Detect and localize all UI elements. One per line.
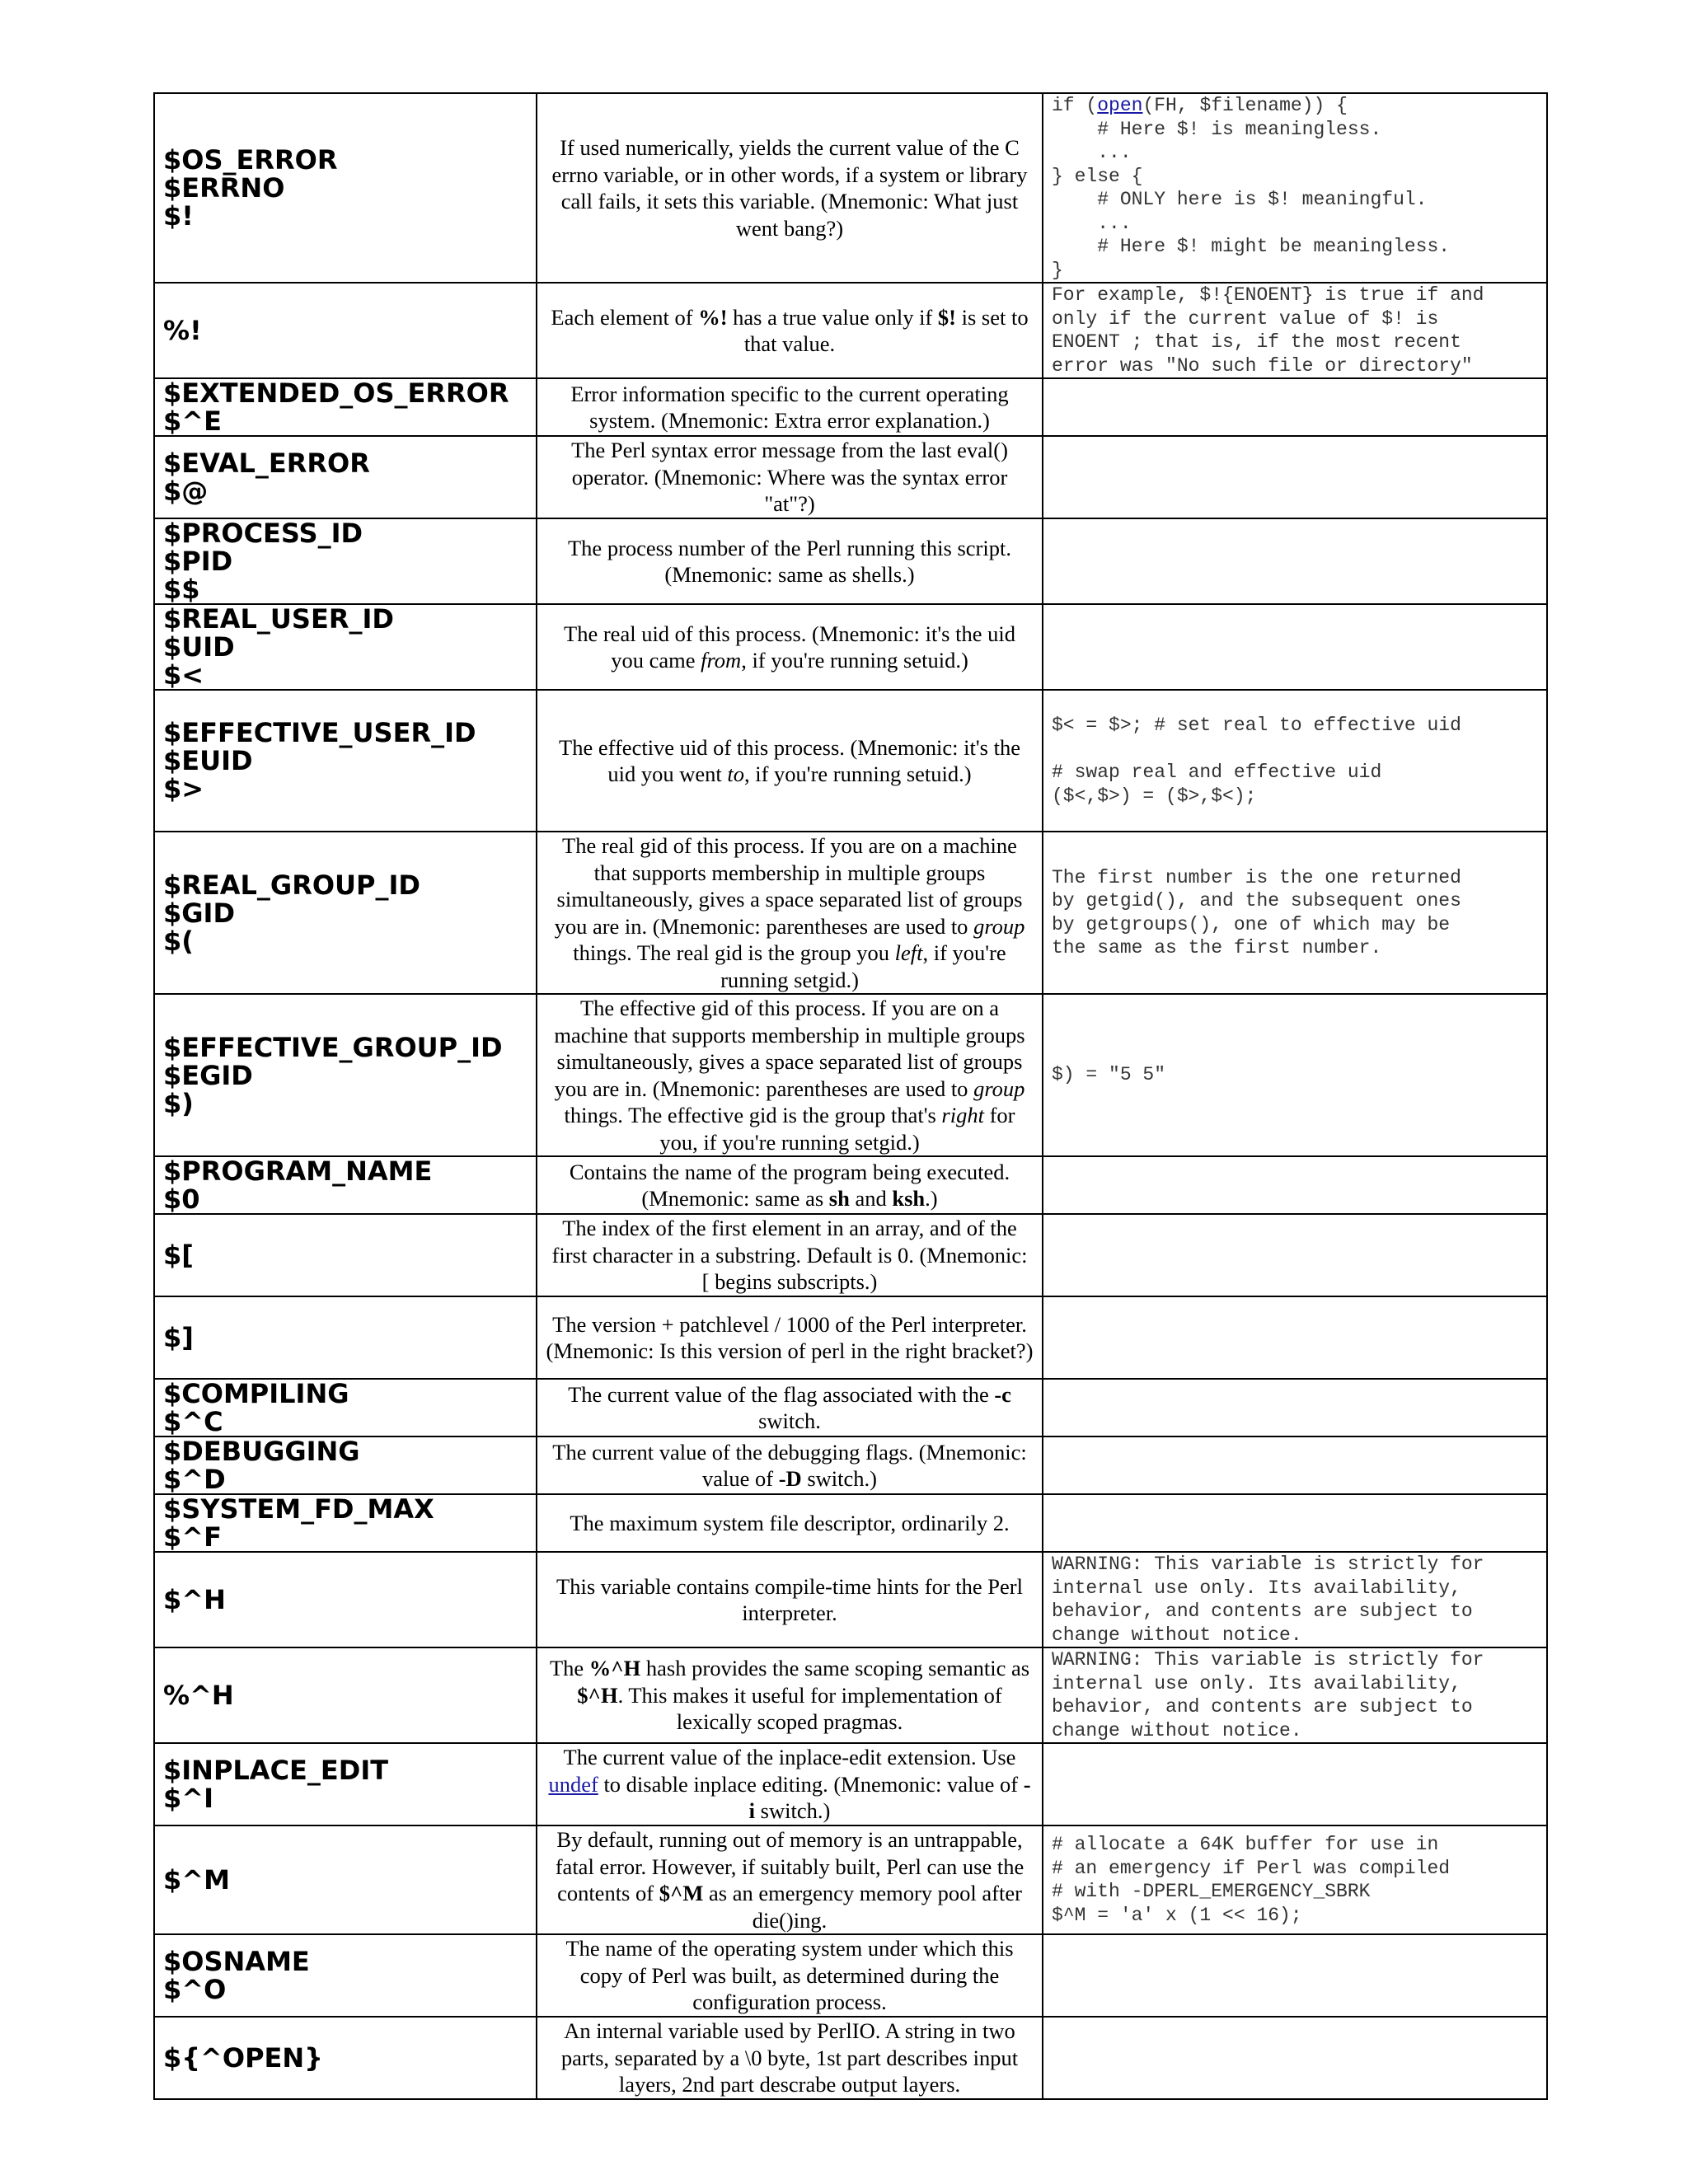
variable-names-cell [154,1743,537,1825]
table-row [154,1436,1547,1494]
text-segment: # Here $! is meaningless. [1052,118,1382,140]
variable-names-cell [154,604,537,690]
code-line [1052,94,1538,118]
variable-name: $EGID [163,1059,253,1091]
variable-name: $^O [163,1974,227,2005]
text-segment: -D [778,1466,802,1491]
code-line [1052,1553,1538,1577]
variable-name: $INPLACE_EDIT [163,1755,389,1786]
variable-name: $OSNAME [163,1946,310,1977]
example-cell [1043,832,1547,994]
text-segment: . This makes it useful for implementation of lexically scoped pragmas. [617,1682,1002,1735]
table-row [154,378,1547,436]
text-segment: has a true value only if [727,304,938,330]
text-segment: # an emergency if Perl was compiled [1052,1857,1451,1879]
example-cell [1043,1214,1547,1296]
text-segment: # ONLY here is $! meaningful. [1052,189,1428,210]
table-row [154,1552,1547,1647]
text-segment: The current value of the flag associated with the [568,1381,995,1407]
variable-names-cell [154,1436,537,1494]
description-cell [537,378,1043,436]
text-segment: (FH, $filename)) { [1142,95,1348,116]
example-cell [1043,283,1547,378]
variable-name: %! [163,315,202,346]
text-segment: The real uid of this process. (Mnemonic: it's the uid you came [564,621,1015,673]
variable-name: $( [163,925,194,957]
example-cell [1043,1156,1547,1214]
table-row [154,832,1547,994]
text-segment: $< = $>; # set real to effective uid [1052,715,1461,736]
text-segment: by getgid(), and the subsequent ones [1052,890,1461,912]
text-segment: change without notice. [1052,1719,1302,1741]
code-line [1052,1648,1538,1672]
code-line [1052,330,1538,354]
table-row [154,690,1547,832]
table-row [154,93,1547,283]
text-segment: The current value of the inplace-edit extension. Use [563,1745,1016,1770]
code-line [1052,738,1538,762]
variable-names-cell [154,1379,537,1436]
description-cell [537,1825,1043,1934]
function-link[interactable]: undef [548,1771,598,1797]
example-cell [1043,1436,1547,1494]
description-cell [537,93,1043,283]
text-segment: to [727,762,744,786]
example-cell [1043,2017,1547,2099]
text-segment: is set to that value. [743,304,1029,356]
table-row [154,1647,1547,1743]
perl-special-variables-table [153,92,1548,2100]
text-segment: -c [994,1381,1011,1407]
table-row [154,1156,1547,1214]
code-line [1052,212,1538,236]
text-segment: things. The effective gid is the group that's [564,1103,942,1127]
text-segment: $^M [659,1881,704,1905]
text-segment: Contains the name of the program being executed. (Mnemonic: same as [569,1159,1010,1211]
description-cell [537,1743,1043,1825]
table-row [154,1825,1547,1934]
text-segment: group [973,913,1025,939]
text-segment: $! [937,304,956,330]
text-segment: ksh [892,1186,926,1211]
variable-name: $GID [163,897,235,929]
description-cell [537,436,1043,518]
variable-name: $^I [163,1783,213,1814]
variable-name: $COMPILING [163,1379,349,1409]
text-segment: ... [1052,212,1132,234]
text-segment: behavior, and contents are subject to [1052,1696,1473,1718]
example-cell [1043,1647,1547,1743]
description-cell [537,1647,1043,1743]
text-segment: # Here $! might be meaningless. [1052,236,1451,257]
code-line [1052,1672,1538,1696]
variable-name: $SYSTEM_FD_MAX [163,1494,434,1525]
example-cell [1043,1494,1547,1552]
variable-names-cell [154,1552,537,1647]
variable-name: $EVAL_ERROR [163,448,370,479]
variable-name: $) [163,1087,194,1119]
code-line [1052,936,1538,960]
text-segment: ... [1052,142,1132,163]
example-cell [1043,93,1547,283]
example-cell [1043,1825,1547,1934]
variable-name: $^H [163,1584,226,1615]
example-cell [1043,690,1547,832]
text-segment: the same as the first number. [1052,937,1382,958]
code-line [1052,259,1538,283]
variable-name: $] [163,1322,194,1353]
description-cell [537,1934,1043,2017]
text-segment: ($<,$>) = ($>,$<); [1052,785,1257,807]
variable-name: $PROCESS_ID [163,518,363,549]
variable-names-cell [154,93,537,283]
text-segment: left [894,940,923,965]
text-segment: from [701,648,742,673]
text-segment: WARNING: This variable is strictly for [1052,1554,1484,1575]
description-cell [537,1494,1043,1552]
table-row [154,2017,1547,2099]
example-cell [1043,1296,1547,1379]
text-segment: .) [925,1186,938,1211]
code-line [1052,714,1538,738]
code-line [1052,1719,1538,1743]
code-line [1052,785,1538,808]
code-line [1052,141,1538,165]
text-segment: as an emergency memory pool after die()ing. [703,1881,1022,1933]
variable-name: $! [163,200,194,232]
variable-name: $$ [163,574,200,604]
variable-names-cell [154,1647,537,1743]
text-segment: switch. [758,1408,821,1433]
example-cell [1043,1743,1547,1825]
text-segment: The Perl syntax error message from the last eval() operator. (Mnemonic: Where was the syntax error "at"?) [571,438,1008,517]
table-row [154,1296,1547,1379]
text-segment: and [849,1186,893,1211]
text-segment: for you, if you're running setgid.) [659,1103,1015,1155]
table-row [154,994,1547,1156]
table-row [154,1934,1547,2017]
text-segment: ENOENT ; that is, if the most recent [1052,331,1461,353]
variable-name: $EFFECTIVE_USER_ID [163,717,476,748]
variable-names-cell [154,690,537,832]
variable-names-cell [154,378,537,436]
text-segment: Each element of [551,304,699,330]
text-segment: error was "No such file or directory" [1052,354,1473,377]
variable-name: $ERRNO [163,172,285,204]
variable-names-cell [154,832,537,994]
code-line [1052,1904,1538,1928]
text-segment: If used numerically, yields the current value of the C errno variable, or in other words, if a system or library call fails, it sets this variable. (Mnemonic: What just went bang?) [551,135,1028,241]
variable-name: $[ [163,1240,194,1271]
text-segment: The index of the first element in an array, and of the first character in a substring. Default is 0. (Mnemonic: [ begins subscripts.) [551,1216,1028,1295]
code-line [1052,1857,1538,1881]
text-segment: The process number of the Perl running this script. (Mnemonic: same as shells.) [568,535,1011,587]
variable-name: $> [163,773,204,804]
description-cell [537,518,1043,604]
text-segment: The [549,1656,589,1681]
text-segment: if ( [1052,95,1098,116]
text-segment: The maximum system file descriptor, ordinarily 2. [570,1510,1010,1535]
text-segment: WARNING: This variable is strictly for [1052,1649,1484,1671]
text-segment: change without notice. [1052,1624,1302,1646]
example-cell [1043,1552,1547,1647]
description-cell [537,1436,1043,1494]
code-line [1052,165,1538,189]
variable-name: $^M [163,1864,230,1896]
description-cell [537,1214,1043,1296]
table-row [154,436,1547,518]
variable-name: $PROGRAM_NAME [163,1156,433,1187]
function-link[interactable]: open [1097,95,1143,116]
variable-name: $DEBUGGING [163,1436,360,1467]
text-segment: internal use only. Its availability, [1052,1672,1461,1694]
variable-names-cell [154,518,537,604]
text-segment: %^H [588,1656,641,1681]
text-segment: switch.) [755,1798,831,1824]
table-row [154,1379,1547,1436]
text-segment: behavior, and contents are subject to [1052,1601,1473,1622]
variable-names-cell [154,1825,537,1934]
text-segment: # swap real and effective uid [1052,762,1382,783]
variable-names-cell [154,1494,537,1552]
variable-name: $PID [163,546,233,577]
code-line [1052,1624,1538,1647]
description-cell [537,1296,1043,1379]
variable-name: $EFFECTIVE_GROUP_ID [163,1031,503,1063]
variable-names-cell [154,283,537,378]
variable-name: $EUID [163,745,253,776]
variable-names-cell [154,1156,537,1214]
text-segment: , if you're running setuid.) [744,762,972,786]
text-segment: , if you're running setuid.) [741,648,968,673]
table-row [154,283,1547,378]
code-line [1052,284,1538,307]
text-segment: by getgroups(), one of which may be [1052,913,1451,935]
code-line [1052,1880,1538,1904]
text-segment: hash provides the same scoping semantic as [640,1656,1030,1681]
text-segment: %! [698,304,728,330]
text-segment: By default, running out of memory is an untrappable, fatal error. However, if suitably built, Perl can use the contents of [555,1827,1025,1905]
code-line [1052,354,1538,378]
description-cell [537,832,1043,994]
text-segment: The name of the operating system under which this copy of Perl was built, as determined during the configuration process. [565,1936,1014,2015]
text-segment: # allocate a 64K buffer for use in [1052,1834,1439,1855]
code-line [1052,1577,1538,1601]
example-cell [1043,994,1547,1156]
description-cell [537,604,1043,690]
code-line [1052,1695,1538,1719]
text-segment: $^H [577,1682,618,1708]
text-segment: For example, $!{ENOENT} is true if and [1052,284,1484,306]
code-line [1052,913,1538,937]
variable-name: $^E [163,405,222,436]
code-line [1052,1833,1538,1857]
description-cell [537,1156,1043,1214]
text-segment: switch.) [801,1466,877,1491]
example-cell [1043,378,1547,436]
text-segment: } [1052,259,1063,281]
variable-names-cell [154,1296,537,1379]
text-segment: , if you're running setgid.) [720,940,1006,992]
code-line [1052,1063,1538,1087]
text-segment: -i [748,1771,1031,1824]
code-line [1052,866,1538,890]
text-segment: $) = "5 5" [1052,1064,1166,1086]
description-cell [537,283,1043,378]
variable-names-cell [154,994,537,1156]
variable-names-cell [154,1934,537,2017]
text-segment: The first number is the one returned [1052,866,1461,888]
text-segment: } else { [1052,165,1143,187]
code-line [1052,889,1538,913]
variable-name: $^F [163,1521,222,1552]
variable-name: $OS_ERROR [163,144,338,176]
code-line [1052,1600,1538,1624]
variable-name: $UID [163,631,235,663]
table-body [154,93,1547,2099]
variable-names-cell [154,436,537,518]
text-segment: An internal variable used by PerlIO. A string in two parts, separated by a \0 byte, 1st part describes input layers, 2nd part descrabe output layers. [560,2018,1019,2097]
example-cell [1043,436,1547,518]
variable-name: $@ [163,476,209,507]
description-cell [537,1552,1043,1647]
code-line [1052,118,1538,142]
text-segment: Error information specific to the current operating system. (Mnemonic: Extra error explanation.) [570,381,1009,433]
text-segment: group [973,1076,1025,1101]
description-cell [537,994,1043,1156]
text-segment: internal use only. Its availability, [1052,1577,1461,1599]
table-row [154,1214,1547,1296]
text-segment: right [941,1103,984,1127]
variable-names-cell [154,1214,537,1296]
table-row [154,518,1547,604]
example-cell [1043,518,1547,604]
variable-name: $REAL_GROUP_ID [163,869,420,901]
variable-name: $< [163,659,204,690]
variable-name: $EXTENDED_OS_ERROR [163,378,509,409]
text-segment: The effective uid of this process. (Mnemonic: it's the uid you went [559,734,1020,786]
description-cell [537,2017,1043,2099]
text-segment: $^M = 'a' x (1 << 16); [1052,1904,1302,1926]
table-row [154,1494,1547,1552]
text-segment: things. The real gid is the group you [573,940,895,965]
description-cell [537,1379,1043,1436]
text-segment: The version + patchlevel / 1000 of the Perl interpreter. (Mnemonic: Is this version of perl in the right bracket?) [546,1311,1034,1363]
text-segment: sh [828,1186,850,1211]
code-line [1052,235,1538,259]
code-line [1052,761,1538,785]
text-segment: The effective gid of this process. If you are on a machine that supports membership in multiple groups simultaneously, gives a space separated list of groups you are in. (Mnemonic: parentheses are used to [554,996,1025,1101]
description-cell [537,690,1043,832]
variable-name: $^D [163,1464,226,1494]
text-segment: to disable inplace editing. (Mnemonic: value of [598,1771,1024,1797]
variable-name: $REAL_USER_ID [163,604,394,635]
example-cell [1043,604,1547,690]
text-segment: This variable contains compile-time hints for the Perl interpreter. [556,1573,1023,1625]
text-segment: The current value of the debugging flags. (Mnemonic: value of [552,1439,1027,1491]
variable-name: $^C [163,1406,223,1436]
variable-names-cell [154,2017,537,2099]
text-segment: # with -DPERL_EMERGENCY_SBRK [1052,1881,1371,1902]
example-cell [1043,1934,1547,2017]
example-cell [1043,1379,1547,1436]
variable-name: %^H [163,1680,234,1711]
variable-name: $0 [163,1183,200,1214]
table-row [154,604,1547,690]
code-line [1052,188,1538,212]
text-segment: only if the current value of $! is [1052,307,1439,330]
variable-name: ${^OPEN} [163,2042,323,2074]
text-segment: The real gid of this process. If you are on a machine that supports membership in multiple groups simultaneously, gives a space separated list of groups you are in. (Mnemonic: parentheses are used to [554,833,1023,939]
table-row [154,1743,1547,1825]
code-line [1052,307,1538,331]
